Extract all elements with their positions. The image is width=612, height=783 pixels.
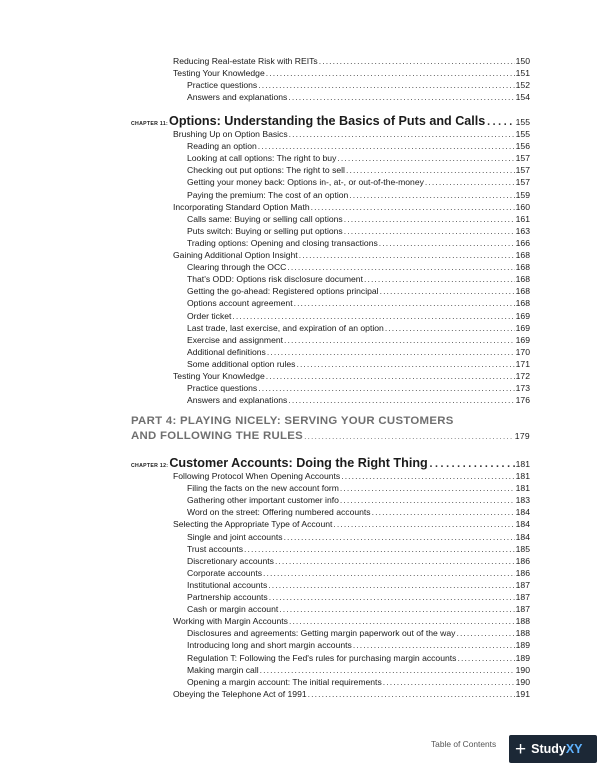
toc-subsection[interactable] [187,261,530,273]
dot-leader [333,518,514,530]
dot-leader [364,273,515,285]
toc-page-number: 169 [515,322,530,333]
brand-accent: XY [565,742,583,756]
toc-entry-title: Introducing long and short margin accounts [187,640,352,651]
toc-page-number: 168 [515,262,530,273]
dot-leader [486,113,514,129]
toc-subsection[interactable] [187,140,530,152]
toc-entry-title: Exercise and assignment [187,334,284,345]
chapter-page-number: 155 [515,117,530,127]
toc-entry-title: Paying the premium: The cost of an option [187,189,349,200]
toc-entry-title: Some additional option rules [187,358,296,369]
dot-leader [268,579,514,591]
toc-subsection[interactable] [187,482,530,494]
toc-section[interactable] [173,55,530,67]
dot-leader [263,567,515,579]
toc-page-number: 187 [515,592,530,602]
toc-page-number: 189 [515,652,530,663]
toc-page-number: 155 [515,129,530,139]
toc-page-number: 168 [515,286,530,297]
toc-subsection[interactable] [187,310,530,322]
dot-leader [429,455,515,471]
toc-subsection[interactable] [187,627,530,639]
toc-entry-title: Answers and explanations [187,395,288,406]
toc-entry-title: Filing the facts on the new account form [187,483,339,494]
dot-leader [379,237,515,249]
toc-entry-title: Puts switch: Buying or selling put options [187,225,343,236]
toc-entry-title: Last trade, last exercise, and expiration of an option [187,322,384,333]
toc-subsection[interactable] [187,531,530,543]
dot-leader [304,431,514,441]
toc-page-number: 168 [515,250,530,260]
dot-leader [287,261,514,273]
toc-entry-title: Following Protocol When Opening Accounts [173,471,341,481]
toc-subsection[interactable] [187,346,530,358]
toc-page-number: 181 [515,471,530,481]
toc-page-number: 160 [515,201,530,212]
toc-entry-title: Opening a margin account: The initial requirements [187,676,382,687]
toc-entry-title: Order ticket [187,310,232,321]
toc-section[interactable] [173,615,530,627]
toc-page-number: 181 [515,483,530,494]
toc-entry-title: Making margin call [187,664,259,675]
dot-leader [311,201,515,213]
toc-subsection[interactable] [187,237,530,249]
toc-page-number: 172 [515,371,530,381]
part-title: AND FOLLOWING THE RULES [131,430,304,442]
toc-page-number: 183 [515,495,530,506]
dot-leader [340,494,515,506]
chapter-page-number: 181 [515,459,530,469]
toc-subsection[interactable] [187,494,530,506]
brand-name: Study [531,742,566,756]
dot-leader [294,297,515,309]
toc-page-number: 188 [515,628,530,639]
toc-section[interactable] [173,688,530,700]
part-heading-line1[interactable]: PART 4: PLAYING NICELY: SERVING YOUR CUSTOMERS [131,415,454,427]
toc-section[interactable] [173,470,530,482]
toc-entry-title: Answers and explanations [187,92,288,103]
toc-subsection[interactable] [187,297,530,309]
dot-leader [288,394,514,406]
toc-entry-title: Brushing Up on Option Basics [173,129,288,139]
dot-leader [372,506,515,518]
toc-entry-title: Obeying the Telephone Act of 1991 [173,688,307,699]
chapter-heading[interactable] [131,113,530,129]
part-heading-line2[interactable] [131,430,530,442]
toc-entry-title: Working with Margin Accounts [173,616,288,627]
toc-subsection[interactable] [187,164,530,176]
dot-leader [380,285,515,297]
toc-subsection[interactable] [187,334,530,346]
toc-subsection[interactable] [187,79,530,91]
dot-leader [341,470,514,482]
toc-entry-title: That's ODD: Options risk disclosure document [187,274,363,285]
dot-leader [344,213,515,225]
dot-leader [284,334,515,346]
dot-leader [258,382,514,394]
dot-leader [288,91,514,103]
toc-entry-title: Practice questions [187,383,258,394]
dot-leader [258,140,515,152]
dot-leader [260,664,515,676]
toc-page-number: 191 [515,688,530,699]
studyxy-logo[interactable] [509,735,597,763]
chapter-title: Options: Understanding the Basics of Puts and Calls [169,114,486,128]
toc-page-number: 185 [515,543,530,554]
dot-leader [353,639,515,651]
toc-entry-title: Cash or margin account [187,604,279,615]
toc-section[interactable] [173,128,530,140]
toc-page-number: 170 [515,346,530,357]
toc-section[interactable] [173,67,530,79]
toc-entry-title: Testing Your Knowledge [173,68,265,79]
toc-page-number: 169 [515,310,530,321]
toc-entry-title: Getting the go-ahead: Registered options principal [187,286,379,297]
toc-section[interactable] [173,370,530,382]
toc-entry-title: Reducing Real-estate Risk with REITs [173,56,318,66]
toc-entry-title: Corporate accounts [187,567,262,578]
plus-icon: + [515,738,527,760]
toc-entry-title: Disclosures and agreements: Getting margin paperwork out of the way [187,628,456,639]
dot-leader [456,627,514,639]
toc-subsection[interactable] [187,213,530,225]
dot-leader [275,555,515,567]
toc-subsection[interactable] [187,358,530,370]
toc-page-number: 186 [515,555,530,566]
toc-subsection[interactable] [187,91,530,103]
toc-section[interactable] [173,201,530,213]
toc-page-number: 150 [515,56,530,66]
dot-leader [267,346,515,358]
toc-page-number: 171 [515,358,530,369]
chapter-label: CHAPTER 11: [131,121,169,127]
toc-entry-title: Reading an option [187,141,257,152]
dot-leader [337,152,514,164]
toc-entry-title: Clearing through the OCC [187,262,287,273]
dot-leader [349,189,514,201]
toc-subsection[interactable] [187,652,530,664]
toc-entry-title: Incorporating Standard Option Math [173,201,310,212]
toc-page-number: 187 [515,579,530,590]
toc-entry-title: Word on the street: Offering numbered accounts [187,507,371,518]
toc-page-number: 163 [515,225,530,236]
toc-subsection[interactable] [187,225,530,237]
dot-leader [340,482,515,494]
dot-leader [284,531,515,543]
toc-page-number: 186 [515,567,530,578]
toc-page-number: 151 [515,68,530,79]
toc-subsection[interactable] [187,664,530,676]
dot-leader [266,67,515,79]
dot-leader [346,164,515,176]
toc-subsection[interactable] [187,676,530,688]
toc-subsection[interactable] [187,639,530,651]
toc-subsection[interactable] [187,579,530,591]
toc-page-number: 157 [515,177,530,188]
toc-entry-title: Single and joint accounts [187,531,283,542]
toc-section[interactable] [173,249,530,261]
dot-leader [289,615,515,627]
toc-entry-title: Testing Your Knowledge [173,371,265,381]
dot-leader [266,370,515,382]
dot-leader [299,249,515,261]
toc-page-number: 184 [515,507,530,518]
dot-leader [289,128,515,140]
dot-leader [296,358,514,370]
toc-page-number: 190 [515,676,530,687]
toc-entry-title: Trading options: Opening and closing transactions [187,237,378,248]
toc-subsection[interactable] [187,189,530,201]
toc-entry-title: Checking out put options: The right to sell [187,165,345,176]
toc-entry-title: Discretionary accounts [187,555,274,566]
dot-leader [385,322,515,334]
toc-page-number: 154 [515,92,530,103]
toc-page-number: 168 [515,298,530,309]
toc-subsection[interactable] [187,152,530,164]
toc-subsection[interactable] [187,567,530,579]
toc-page-number: 159 [515,189,530,200]
toc-page-number: 157 [515,153,530,164]
toc-entry-title: Additional definitions [187,346,266,357]
dot-leader [258,79,514,91]
toc-subsection[interactable] [187,382,530,394]
toc-page-number: 166 [515,237,530,248]
toc-subsection[interactable] [187,543,530,555]
toc-entry-title: Regulation T: Following the Fed's rules for purchasing margin accounts [187,652,457,663]
toc-page-number: 190 [515,664,530,675]
toc-page-number: 156 [515,141,530,152]
toc-page-number: 184 [515,531,530,542]
toc-entry-title: Looking at call options: The right to buy [187,153,337,164]
toc-subsection[interactable] [187,394,530,406]
toc-subsection[interactable] [187,322,530,334]
toc-subsection[interactable] [187,506,530,518]
toc-page-number: 161 [515,213,530,224]
toc-subsection[interactable] [187,273,530,285]
chapter-heading[interactable] [131,455,530,471]
footer-label[interactable]: Table of Contents [431,739,497,749]
dot-leader [344,225,515,237]
dot-leader [279,603,514,615]
toc-subsection[interactable] [187,176,530,188]
dot-leader [244,543,515,555]
toc-subsection[interactable] [187,555,530,567]
toc-page-number: 173 [515,383,530,394]
chapter-label: CHAPTER 12: [131,463,169,469]
toc-page-number: 187 [515,604,530,615]
toc-entry-title: Calls same: Buying or selling call options [187,213,343,224]
dot-leader [269,591,515,603]
toc-subsection[interactable] [187,603,530,615]
toc-subsection[interactable] [187,591,530,603]
toc-page-number: 157 [515,165,530,176]
toc-page-number: 152 [515,80,530,91]
dot-leader [457,652,514,664]
toc-page-number: 176 [515,395,530,406]
toc-page-number: 168 [515,274,530,285]
toc-entry-title: Selecting the Appropriate Type of Account [173,519,333,530]
dot-leader [319,55,515,67]
toc-entry-title: Gathering other important customer info [187,495,339,506]
toc-page-number: 184 [515,519,530,530]
toc-section[interactable] [173,518,530,530]
dot-leader [308,688,515,700]
toc-page-number: 169 [515,334,530,345]
chapter-title: Customer Accounts: Doing the Right Thing [169,456,428,470]
toc-entry-title: Partnership accounts [187,592,268,602]
dot-leader [425,176,515,188]
dot-leader [383,676,515,688]
toc-entry-title: Options account agreement [187,298,293,309]
toc-entry-title: Trust accounts [187,543,244,554]
toc-entry-title: Practice questions [187,80,258,91]
toc-entry-title: Gaining Additional Option Insight [173,250,298,260]
toc-subsection[interactable] [187,285,530,297]
toc-entry-title: Getting your money back: Options in-, at-, or out-of-the-money [187,177,424,188]
toc-entry-title: Institutional accounts [187,579,268,590]
dot-leader [232,310,514,322]
toc-page-number: 189 [515,640,530,651]
part-page-number: 179 [514,431,530,441]
toc-page-number: 188 [515,616,530,627]
